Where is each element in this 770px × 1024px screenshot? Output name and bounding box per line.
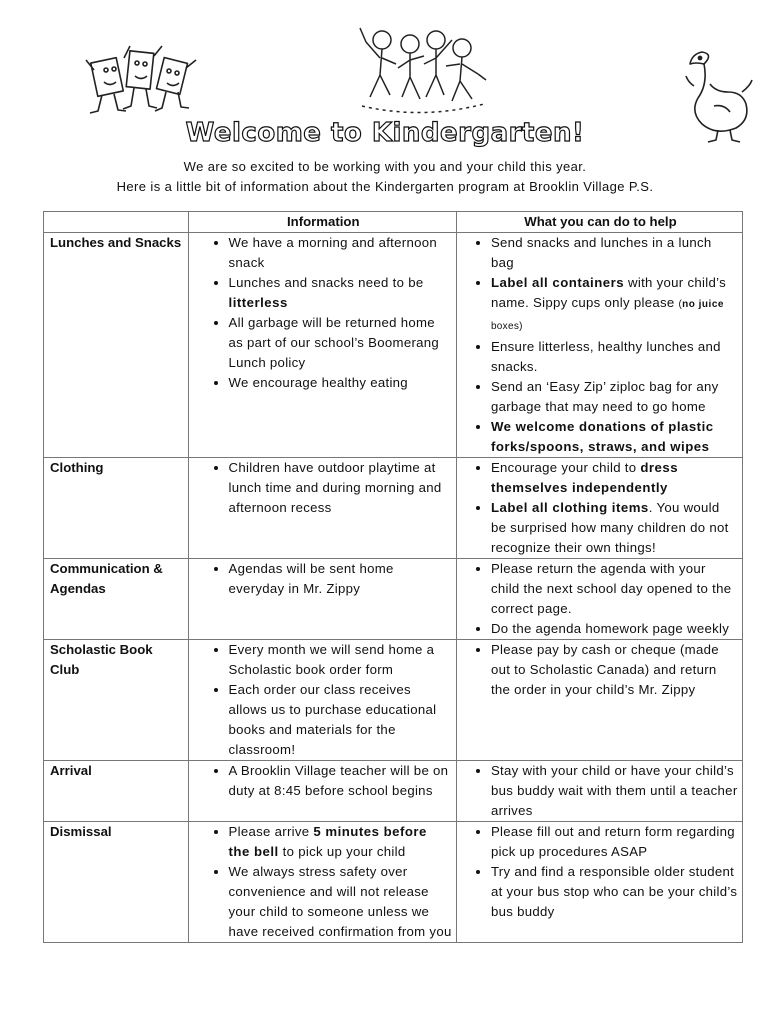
- list-item: [491, 761, 738, 821]
- list-item: [491, 417, 738, 457]
- topic-cell: Dismissal: [44, 822, 189, 943]
- list-item: [229, 640, 452, 680]
- information-list: [195, 458, 452, 518]
- information-list: [195, 559, 452, 599]
- text-run: (: [678, 299, 683, 310]
- topic-cell: Clothing: [44, 458, 189, 559]
- help-list: [463, 559, 738, 639]
- list-item: [491, 640, 738, 700]
- text-run: Children have outdoor playtime at lunch time and during morning and afternoon recess: [228, 460, 442, 515]
- text-run: A Brooklin Village teacher will be on duty at 8:45 before school begins: [228, 763, 449, 798]
- information-cell: [188, 458, 456, 559]
- list-item: [491, 862, 738, 922]
- information-cell: [188, 559, 456, 640]
- table-row: [44, 761, 743, 822]
- text-run: Please arrive: [228, 824, 314, 839]
- help-list: [463, 233, 738, 457]
- help-list: [463, 822, 738, 922]
- text-run: . You would be surprised how many children do not recognize their own things!: [490, 500, 729, 555]
- table-header-information: Information: [188, 212, 456, 233]
- text-run: Lunches and snacks need to be: [228, 275, 424, 290]
- list-item: [491, 458, 738, 498]
- information-list: [195, 233, 452, 393]
- info-table: [43, 211, 743, 943]
- list-item: [229, 373, 452, 393]
- bold-text: dress themselves independently: [490, 460, 679, 495]
- text-run: We always stress safety over convenience and will not release your child to someone unless we have received confirmation from you: [228, 864, 452, 939]
- list-item: [491, 337, 738, 377]
- information-cell: [188, 822, 456, 943]
- bold-text: We welcome donations of plastic forks/spoons, straws, and wipes: [490, 419, 714, 454]
- text-run: with your child’s name. Sippy cups only please: [490, 275, 726, 310]
- text-run: Stay with your child or have your child’s bus buddy wait with them until a teacher arrives: [490, 763, 738, 818]
- text-run: Try and find a responsible older student at your bus stop who can be your child’s bus buddy: [490, 864, 738, 919]
- intro-text: [0, 157, 770, 197]
- text-run: Every month we will send home a Scholastic book order form: [228, 642, 435, 677]
- help-cell: [456, 822, 742, 943]
- text-run: Please pay by cash or cheque (made out to Scholastic Canada) and return the order in your child’s Mr. Zippy: [490, 642, 719, 697]
- text-run: to pick up your child: [278, 844, 406, 859]
- text-run: boxes): [490, 321, 523, 332]
- text-run: Agendas will be sent home everyday in Mr. Zippy: [228, 561, 394, 596]
- list-item: [229, 822, 452, 862]
- table-row: [44, 233, 743, 458]
- list-item: [491, 498, 738, 558]
- help-cell: [456, 458, 742, 559]
- table-row: [44, 559, 743, 640]
- list-item: [491, 822, 738, 862]
- text-run: Ensure litterless, healthy lunches and snacks.: [490, 339, 721, 374]
- list-item: [229, 680, 452, 760]
- text-run: Please fill out and return form regarding pick up procedures ASAP: [490, 824, 735, 859]
- help-list: [463, 640, 738, 700]
- information-list: [195, 822, 452, 942]
- list-item: [491, 619, 738, 639]
- text-run: We encourage healthy eating: [228, 375, 408, 390]
- help-list: [463, 761, 738, 821]
- playing-children-illustration: [352, 18, 492, 118]
- text-run: We have a morning and afternoon snack: [228, 235, 437, 270]
- help-list: [463, 458, 738, 558]
- list-item: [229, 273, 452, 313]
- text-run: Encourage your child to: [490, 460, 641, 475]
- information-cell: [188, 233, 456, 458]
- help-cell: [456, 761, 742, 822]
- bold-text: Label all clothing items: [490, 500, 649, 515]
- table-row: [44, 640, 743, 761]
- list-item: [229, 458, 452, 518]
- information-list: [195, 640, 452, 760]
- information-list: [195, 761, 452, 801]
- text-run: Send snacks and lunches in a lunch bag: [490, 235, 712, 270]
- list-item: [229, 233, 452, 273]
- list-item: [229, 313, 452, 373]
- text-run: Send an ‘Easy Zip’ ziploc bag for any garbage that may need to go home: [490, 379, 719, 414]
- list-item: [229, 862, 452, 942]
- list-item: [229, 559, 452, 599]
- topic-cell: Scholastic Book Club: [44, 640, 189, 761]
- bold-text: no juice: [682, 299, 724, 310]
- table-row: [44, 458, 743, 559]
- list-item: [491, 559, 738, 619]
- bold-text: Label all containers: [490, 275, 625, 290]
- table-header-row: [44, 212, 743, 233]
- list-item: [491, 273, 738, 337]
- text-run: All garbage will be returned home as part of our school’s Boomerang Lunch policy: [228, 315, 440, 370]
- topic-cell: Communication & Agendas: [44, 559, 189, 640]
- help-cell: [456, 559, 742, 640]
- intro-line: Here is a little bit of information about the Kindergarten program at Brooklin Village P.S.: [116, 179, 654, 194]
- list-item: [491, 377, 738, 417]
- bold-text: litterless: [228, 295, 288, 310]
- bold-text: 5 minutes before the bell: [228, 824, 427, 859]
- topic-cell: Lunches and Snacks: [44, 233, 189, 458]
- table-header-help: What you can do to help: [456, 212, 742, 233]
- help-cell: [456, 233, 742, 458]
- dancing-books-illustration: [84, 40, 200, 122]
- table-header-cell: [44, 212, 189, 233]
- help-cell: [456, 640, 742, 761]
- information-cell: [188, 640, 456, 761]
- topic-cell: Arrival: [44, 761, 189, 822]
- list-item: [229, 761, 452, 801]
- text-run: Please return the agenda with your child the next school day opened to the correct page.: [490, 561, 732, 616]
- page-title: Welcome to Kindergarten!: [185, 118, 585, 148]
- intro-line: We are so excited to be working with you and your child this year.: [183, 159, 587, 174]
- text-run: Do the agenda homework page weekly: [490, 621, 730, 636]
- table-row: [44, 822, 743, 943]
- list-item: [491, 233, 738, 273]
- information-cell: [188, 761, 456, 822]
- text-run: Each order our class receives allows us to purchase educational books and materials for the classroom!: [228, 682, 437, 757]
